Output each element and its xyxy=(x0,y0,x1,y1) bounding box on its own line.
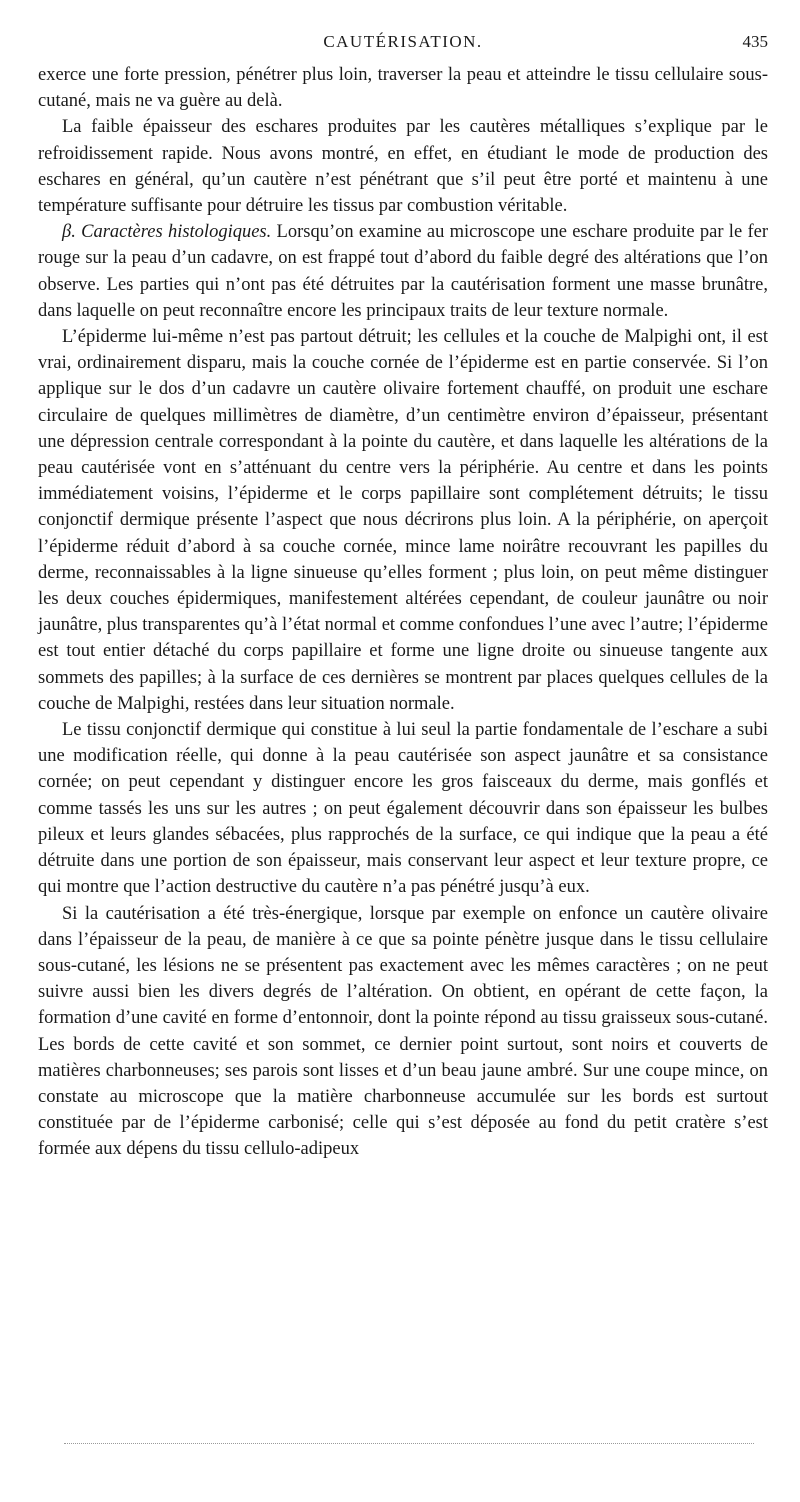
paragraph-histology-text: Lorsqu’on examine au microscope une eschare produite par le fer rouge sur la peau d’un cadavre, on est frappé tout d’abord du faible degré des altérations que l’on observe. Les parties qui n’ont pas été détruites par la cautérisation forment une masse brunâtre, dans laquelle on peut reconnaître encore les principaux traits de leur texture normale. xyxy=(38,222,768,321)
paragraph-epidermis: L’épiderme lui-même n’est pas partout détruit; les cellules et la couche de Malpighi ont, il est vrai, ordinairement disparu, mais la couche cornée de l’épiderme est en partie conservée. Si l’on applique sur le dos d’un cadavre un cautère olivaire fortement chauffé, on produit une eschare circulaire de quelques millimètres de diamètre, d’un centimètre environ d’épaisseur, présentant une dépression centrale correspondant à la pointe du cautère, et dans laquelle les altérations de la peau cautérisée vont en s’atténuant du centre vers la périphérie. Au centre et dans les points immédiatement voisins, l’épiderme et le corps papillaire sont complétement détruits; le tissu conjonctif dermique présente l’aspect que nous décrirons plus loin. A la périphérie, on aperçoit l’épiderme réduit d’abord à sa couche cornée, mince lame noirâtre recouvrant les papilles du derme, reconnaissables à la ligne sinueuse qu’elles forment ; plus loin, on peut même distinguer les deux couches épidermiques, manifestement altérées cependant, de couleur jaunâtre ou noir jaunâtre, plus transparentes qu’à l’état normal et comme confondues l’une avec l’autre; l’épiderme est tout entier détaché du corps papillaire et forme une ligne droite ou sinueuse tangente aux sommets des papilles; à la surface de ces dernières se montrent par places quelques cellules de la couche de Malpighi, restées dans leur situation normale. xyxy=(38,327,768,714)
section-heading: β. Caractères histologiques. xyxy=(62,222,272,243)
running-header xyxy=(38,32,768,56)
paragraph-histology xyxy=(38,219,768,324)
body-text xyxy=(38,62,768,1163)
paragraph-continuation: exerce une forte pression, pénétrer plus loin, traverser la peau et atteindre le tissu cellulaire sous-cutané, mais ne va guère au delà. xyxy=(38,65,768,112)
paragraph-energetic-cauterization: Si la cautérisation a été très-énergique, lorsque par exemple on enfonce un cautère olivaire dans l’épaisseur de la peau, de manière à ce que sa pointe pénètre jusque dans le tissu cellulaire sous-cutané, les lésions ne se présentent pas exactement avec les mêmes caractères ; on ne peut suivre aussi bien les divers degrés de l’altération. On obtient, en opérant de cette façon, la formation d’une cavité en forme d’entonnoir, dont la pointe répond au tissu graisseux sous-cutané. Les bords de cette cavité et son sommet, ce dernier point surtout, sont noirs et couverts de matières charbonneuses; ses parois sont lisses et d’un beau jaune ambré. Sur une coupe mince, on constate au microscope que la matière charbonneuse accumulée sur les bords est surtout constituée par de l’épiderme carbonisé; celle qui s’est déposée au fond du petit cratère s’est formée aux dépens du tissu cellulo-adipeux xyxy=(38,903,768,1160)
paragraph-dermis: Le tissu conjonctif dermique qui constitue à lui seul la partie fondamentale de l’eschare a subi une modification réelle, qui donne à la peau cautérisée son aspect jaunâtre et sa consistance cornée; on peut cependant y distinguer encore les gros faisceaux du derme, mais gonflés et comme tassés les uns sur les autres ; on peut également découvrir dans son épaisseur les bulbes pileux et leurs glandes sébacées, plus rapprochés de la surface, ce qui indique que la peau a été détruite dans une portion de son épaisseur, mais conservant leur aspect et leur texture propre, ce qui montre que l’action destructive du cautère n’a pas pénétré jusqu’à eux. xyxy=(38,720,768,898)
page-number: 435 xyxy=(742,32,768,51)
paragraph-thin-eschars: La faible épaisseur des eschares produites par les cautères métalliques s’explique par le refroidissement rapide. Nous avons montré, en effet, en étudiant le mode de production des eschares en général, qu’un cautère n’est pénétrant que s’il peut être porté et maintenu à une température suffisante pour détruire les tissus par combustion véritable. xyxy=(38,117,768,217)
running-title: CAUTÉRISATION. xyxy=(323,32,483,51)
footer-dotted-rule xyxy=(64,1443,754,1444)
